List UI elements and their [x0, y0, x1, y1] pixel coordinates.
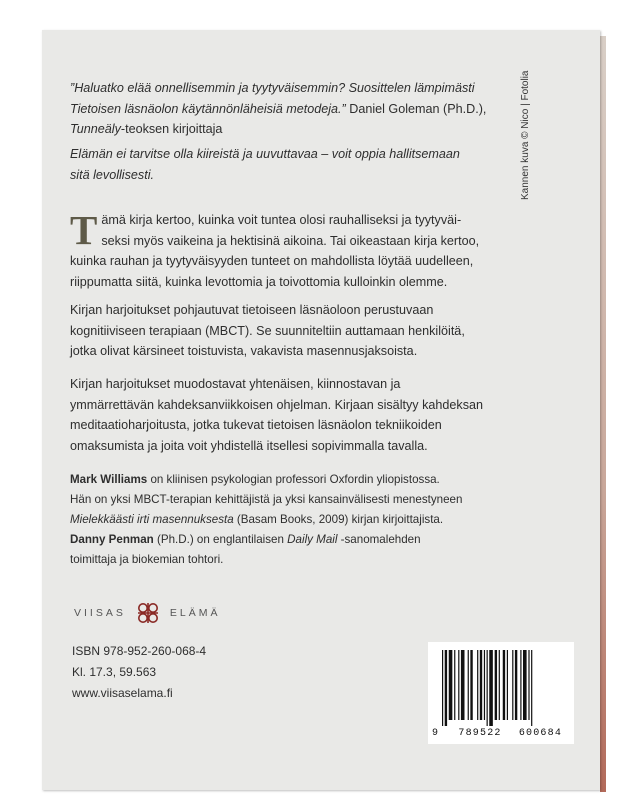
barcode-bar	[442, 650, 443, 726]
author-williams-line-2: Hän on yksi MBCT-terapian kehittäjistä ja yksi kansainvälisesti menestyneen	[70, 493, 463, 506]
author-williams-book: Mielekkäästi irti masennuksesta	[70, 513, 234, 526]
barcode-bars	[436, 650, 566, 726]
quote-book-suffix: -teoksen kirjoittaja	[120, 122, 223, 137]
ean-barcode	[428, 642, 574, 744]
barcode-bar	[503, 650, 505, 720]
barcode-bar	[445, 650, 447, 726]
book-spine-edge	[600, 36, 606, 792]
intro-line-4: riippumatta siitä, kuinka levottomia ja toivottomia kulloinkin olemme.	[70, 274, 448, 289]
barcode-bar	[458, 650, 459, 720]
barcode-bar	[461, 650, 465, 720]
author-williams-line-1: on kliinisen psykologian professori Oxfordin yliopistossa.	[147, 473, 440, 486]
author-penman-line-1: (Ph.D.) on englantilaisen	[153, 533, 288, 546]
barcode-bar	[454, 650, 455, 720]
para3-line-3: meditaatioharjoitusta, jotka tukevat tietoisen läsnäolon tekniikoiden	[70, 418, 442, 433]
barcode-bar	[523, 650, 527, 720]
publisher-logo	[74, 600, 220, 626]
barcode-bar	[495, 650, 497, 720]
barcode-digits	[432, 728, 562, 739]
quote-author: Daniel Goleman (Ph.D.),	[349, 101, 487, 116]
barcode-bar	[480, 650, 482, 720]
barcode-bar	[468, 650, 469, 720]
quote-line-2: Tietoisen läsnäolon käytännönläheisiä metodeja.”	[70, 101, 346, 116]
barcode-bar	[499, 650, 500, 720]
barcode-bar	[489, 650, 493, 726]
barcode-bar	[477, 650, 478, 720]
isbn-block	[72, 641, 206, 704]
para3-line-2: ymmärrettävän kahdeksanviikkoisen ohjelman. Kirjaan sisältyy kahdeksan	[70, 397, 483, 412]
publisher-website: www.viisaselama.fi	[72, 686, 173, 700]
author-penman-name: Danny Penman	[70, 533, 154, 546]
para3-line-4: omaksumista ja joita voit yhdistellä itsellesi sopivimmalla tavalla.	[70, 438, 428, 453]
tagline-line-2: sitä levollisesti.	[70, 167, 154, 182]
barcode-bar	[528, 650, 529, 720]
isbn-number: ISBN 978-952-260-068-4	[72, 644, 207, 658]
barcode-bar	[470, 650, 472, 720]
cover-photo-credit: Kannen kuva © Nico | Fotolia	[520, 70, 531, 200]
author-penman-line-1-end: -sanomalehden	[337, 533, 421, 546]
library-class: Kl. 17.3, 59.563	[72, 665, 157, 679]
author-penman-paper: Daily Mail	[287, 533, 338, 546]
intro-line-1: ämä kirja kertoo, kuinka voit tuntea olosi rauhalliseksi ja tyytyväi-	[101, 213, 462, 227]
author-williams-name: Mark Williams	[70, 473, 148, 486]
barcode-bar	[484, 650, 485, 720]
para3-line-1: Kirjan harjoitukset muodostavat yhtenäisen, kiinnostavan ja	[70, 377, 401, 391]
drop-cap: T	[70, 207, 98, 253]
para2-line-3: jotka olivat kärsineet toistuvista, vakavista masennusjaksoista.	[70, 344, 418, 359]
description-paragraph-3	[70, 374, 483, 456]
barcode-group-1: 789522	[458, 728, 502, 739]
para2-line-1: Kirjan harjoitukset pohjautuvat tietoiseen läsnäoloon perustuvaan	[70, 303, 434, 317]
publisher-word-right: ELÄMÄ	[169, 607, 221, 619]
tagline	[70, 144, 460, 185]
author-williams-line-3: (Basam Books, 2009) kirjan kirjoittajista.	[233, 513, 444, 526]
intro-line-3: kuinka rauhan ja tyytyväisyyden tunteet on mahdollista löytää uudelleen,	[70, 254, 474, 269]
author-bios	[70, 470, 462, 570]
barcode-group-2: 600684	[518, 728, 563, 739]
intro-paragraph	[70, 207, 590, 292]
description-paragraph-2	[70, 300, 465, 362]
quote-block	[70, 78, 486, 140]
barcode-bar	[531, 650, 532, 726]
quote-line-1: ”Haluatko elää onnellisemmin ja tyytyväisemmin? Suosittelen lämpimästi	[70, 81, 475, 95]
intro-line-2: seksi myös vaikeina ja hektisinä aikoina. Tai oikeastaan kirja kertoo,	[101, 233, 480, 248]
barcode-bar	[512, 650, 513, 720]
barcode-bar	[520, 650, 521, 720]
para2-line-2: kognitiiviseen terapiaan (MBCT). Se suunniteltiin auttamaan henkilöitä,	[70, 323, 465, 338]
quote-book-title: Tunneäly	[70, 122, 121, 137]
publisher-word-left: VIISAS	[74, 607, 126, 619]
barcode-bar	[449, 650, 453, 720]
barcode-bar	[487, 650, 488, 726]
author-penman-line-2: toimittaja ja biokemian tohtori.	[70, 553, 224, 566]
barcode-first-digit: 9	[432, 728, 440, 739]
barcode-bar	[515, 650, 517, 720]
viisas-elama-emblem-icon	[136, 601, 160, 625]
barcode-bar	[507, 650, 508, 720]
tagline-line-1: Elämän ei tarvitse olla kiireistä ja uuvuttavaa – voit oppia hallitsemaan	[70, 147, 460, 161]
